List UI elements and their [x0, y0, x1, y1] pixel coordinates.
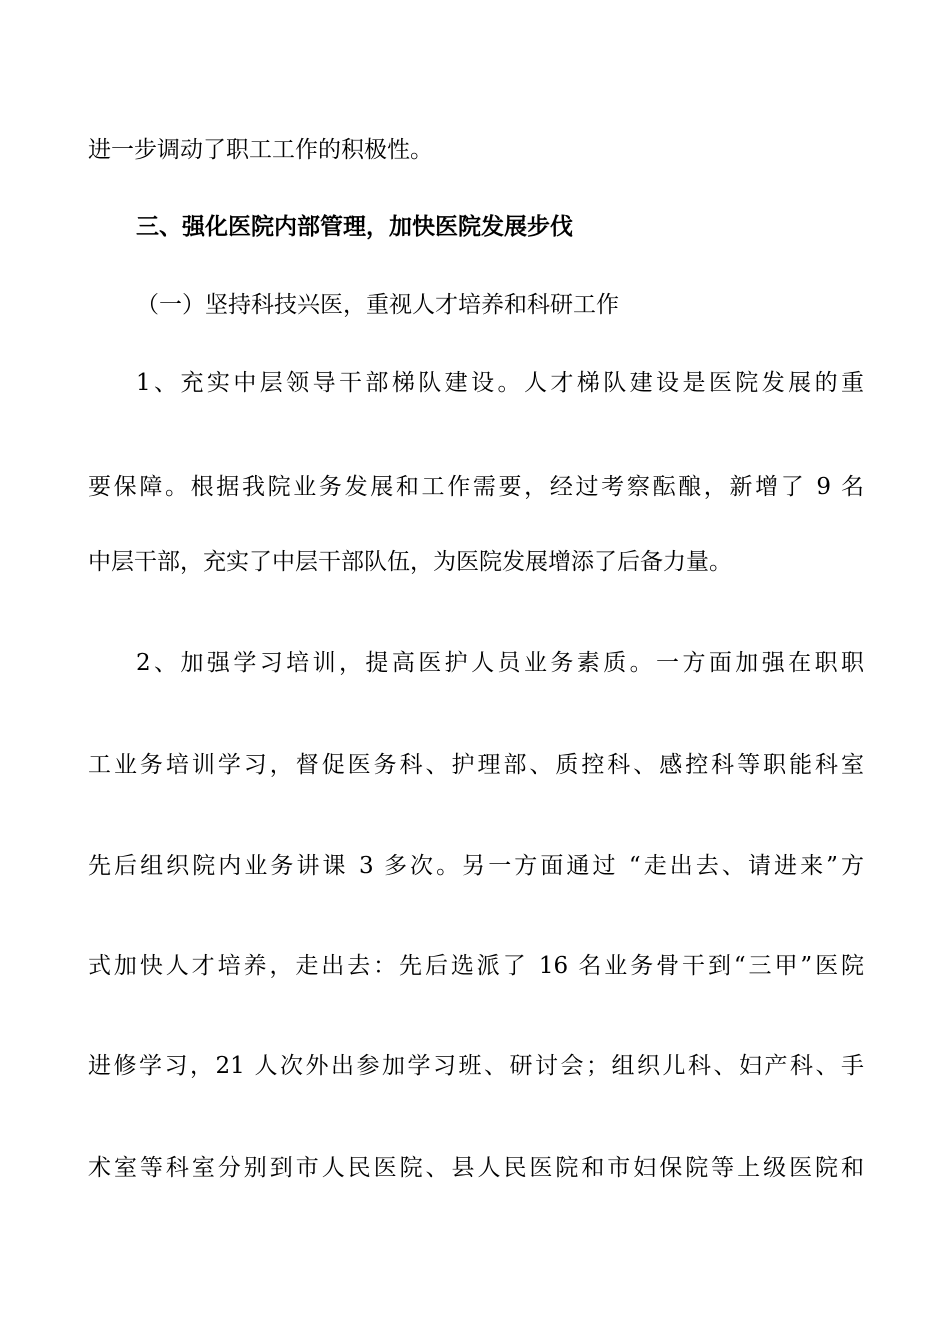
section-heading: 三、强化医院内部管理，加快医院发展步伐	[136, 213, 573, 240]
paragraph-1-line-2: 要保障。根据我院业务发展和工作需要，经过考察酝酿，新增了 9 名	[88, 474, 864, 500]
paragraph-2-line-4: 式加快人才培养，走出去：先后选派了 16 名业务骨干到“三甲”医院	[88, 953, 864, 979]
paragraph-2-line-2: 工业务培训学习，督促医务科、护理部、质控科、感控科等职能科室	[88, 752, 864, 778]
paragraph-continuation-line: 进一步调动了职工工作的积极性。	[88, 137, 433, 163]
paragraph-2-line-5: 进修学习，21 人次外出参加学习班、研讨会；组织儿科、妇产科、手	[88, 1053, 864, 1079]
paragraph-1-line-3: 中层干部，充实了中层干部队伍，为医院发展增添了后备力量。	[88, 549, 732, 575]
subsection-heading: （一）坚持科技兴医，重视人才培养和科研工作	[136, 292, 619, 318]
paragraph-1-line-1: 1、充实中层领导干部梯队建设。人才梯队建设是医院发展的重	[136, 370, 864, 396]
paragraph-2-line-1: 2、加强学习培训，提高医护人员业务素质。一方面加强在职职	[136, 650, 864, 676]
paragraph-2-line-3: 先后组织院内业务讲课 3 多次。另一方面通过 “走出去、请进来”方	[88, 853, 864, 879]
paragraph-2-line-6: 术室等科室分别到市人民医院、县人民医院和市妇保院等上级医院和	[88, 1155, 864, 1181]
